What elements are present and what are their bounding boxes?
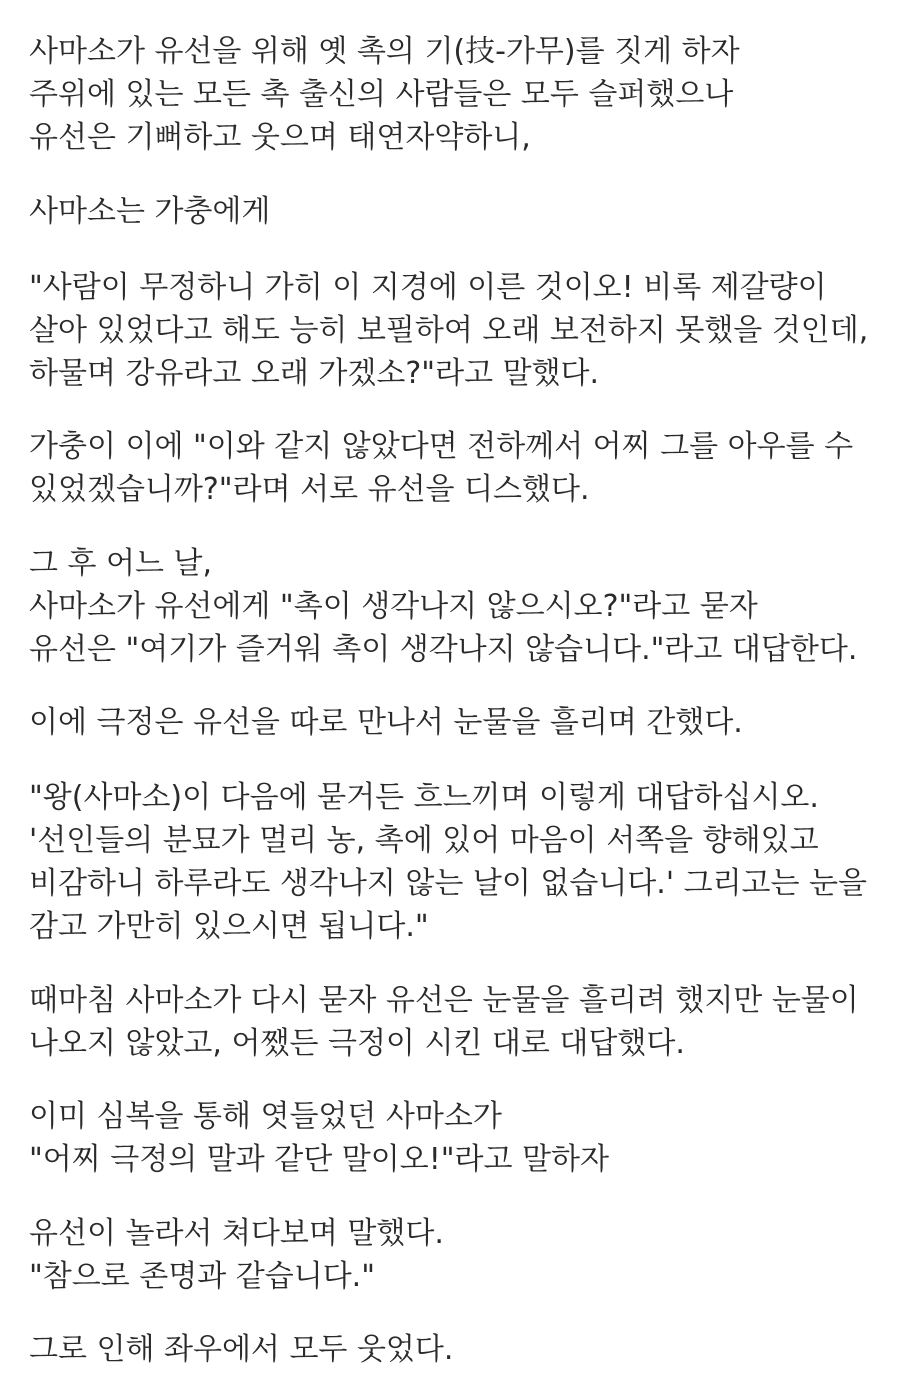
text-line: 감고 가만히 있으시면 됩니다." xyxy=(29,909,429,944)
text-line: 주위에 있는 모든 촉 출신의 사람들은 모두 슬퍼했으나 xyxy=(29,77,734,112)
document-body xyxy=(29,0,891,1382)
text-line: 사마소는 가충에게 xyxy=(29,194,271,229)
text-line: "사람이 무정하니 가히 이 지경에 이른 것이오! 비록 제갈량이 xyxy=(29,270,827,305)
text-line: '선인들의 분묘가 멀리 농, 촉에 있어 마음이 서쪽을 향해있고 xyxy=(29,823,819,858)
text-line: 가충이 이에 "이와 같지 않았다면 전하께서 어찌 그를 아우를 수 xyxy=(29,429,854,464)
text-line: 나오지 않았고, 어쨌든 극정이 시킨 대로 대답했다. xyxy=(29,1026,685,1061)
text-line: 이에 극정은 유선을 따로 만나서 눈물을 흘리며 간했다. xyxy=(29,705,743,740)
text-line: 있었겠습니까?"라며 서로 유선을 디스했다. xyxy=(29,472,590,507)
text-line: 하물며 강유라고 오래 가겠소?"라고 말했다. xyxy=(29,356,600,391)
text-line: 비감하니 하루라도 생각나지 않는 날이 없습니다.' 그리고는 눈을 xyxy=(29,866,868,901)
text-line: 사마소가 유선에게 "촉이 생각나지 않으시오?"라고 묻자 xyxy=(29,589,758,624)
text-line: 때마침 사마소가 다시 묻자 유선은 눈물을 흘리려 했지만 눈물이 xyxy=(29,983,859,1018)
text-line: 그로 인해 좌우에서 모두 웃었다. xyxy=(29,1332,454,1367)
text-line: 사마소가 유선을 위해 옛 촉의 기(技-가무)를 짓게 하자 xyxy=(29,34,740,69)
text-line: 이미 심복을 통해 엿들었던 사마소가 xyxy=(29,1099,502,1134)
text-line: "참으로 존명과 같습니다." xyxy=(29,1259,376,1294)
text-line: 유선이 놀라서 쳐다보며 말했다. xyxy=(29,1216,444,1251)
text-line: 그 후 어느 날, xyxy=(29,546,213,581)
text-line: 유선은 "여기가 즐거워 촉이 생각나지 않습니다."라고 대답한다. xyxy=(29,632,858,667)
text-line: 살아 있었다고 해도 능히 보필하여 오래 보전하지 못했을 것인데, xyxy=(29,313,869,348)
text-line: 유선은 기뻐하고 웃으며 태연자약하니, xyxy=(29,120,531,155)
text-line: "왕(사마소)이 다음에 묻거든 흐느끼며 이렇게 대답하십시오. xyxy=(29,780,819,815)
text-line: "어찌 극정의 말과 같단 말이오!"라고 말하자 xyxy=(29,1142,609,1177)
